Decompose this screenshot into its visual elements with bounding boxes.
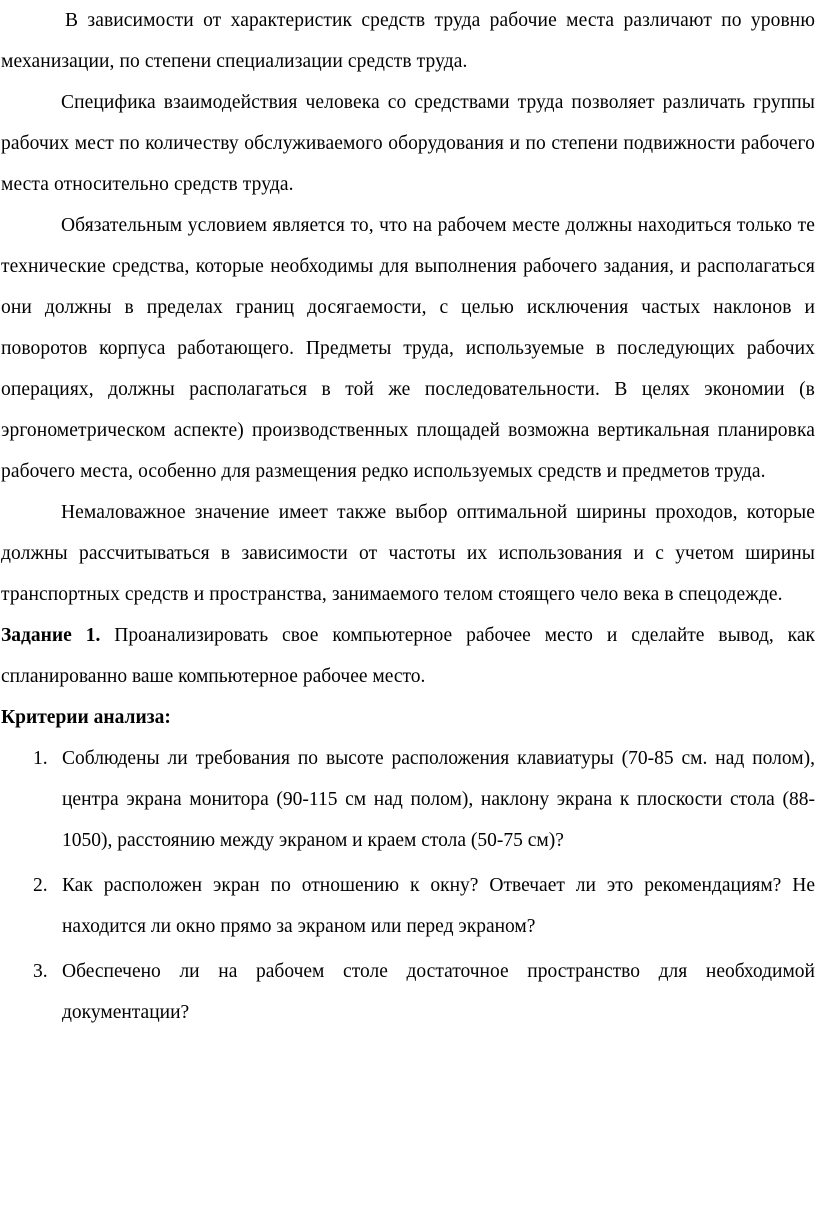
criteria-item [1,738,815,861]
criteria-item-number: 1. [33,748,48,769]
task-label: Задание 1. [1,625,101,646]
task-text: Проанализировать свое компьютерное рабочее место и сделайте вывод, как спланированно ваше компьютерное рабочее место. [1,625,815,687]
task-paragraph [1,615,815,697]
criteria-item [1,865,815,947]
paragraph-1: В зависимости от характеристик средств труда рабочие места различают по уровню механизации, по степени специализации средств труда. [1,10,815,72]
criteria-item [1,951,815,1033]
paragraph-2: Специфика взаимодействия человека со средствами труда позволяет различать группы рабочих мест по количеству обслуживаемого оборудования и по степени подвижности рабочего места относительно средств труда. [1,92,815,195]
criteria-item-number: 2. [33,875,48,896]
criteria-item-text: Соблюдены ли требования по высоте расположения клавиатуры (70-85 см. над полом), центра экрана монитора (90-115 см над полом), наклону экрана к плоскости стола (88-1050), расстоянию между экраном и краем стола (50-75 см)? [62,748,815,851]
paragraph-4: Немаловажное значение имеет также выбор оптимальной ширины проходов, которые должны рассчитываться в зависимости от частоты их использования и с учетом ширины транспортных средств и пространства, занимаемого телом стоящего чело века в спецодежде. [1,502,815,605]
criteria-list [1,738,816,1033]
criteria-item-text: Обеспечено ли на рабочем столе достаточное пространство для необходимой документации? [62,961,815,1023]
paragraph-3: Обязательным условием является то, что на рабочем месте должны находиться только те технические средства, которые необходимы для выполнения рабочего задания, и располагаться они должны в пределах границ досягаемости, с целью исключения частых наклонов и поворотов корпуса работающего. Предметы труда, используемые в последующих рабочих операциях, должны располагаться в той же последовательности. В целях экономии (в эргонометрическом аспекте) производственных площадей возможна вертикальная планировка рабочего места, особенно для размещения редко используемых средств и предметов труда. [1,215,815,482]
criteria-item-number: 3. [33,961,48,982]
criteria-item-text: Как расположен экран по отношению к окну? Отвечает ли это рекомендациям? Не находится ли окно прямо за экраном или перед экраном? [62,875,815,937]
criteria-title: Критерии анализа: [1,707,171,728]
